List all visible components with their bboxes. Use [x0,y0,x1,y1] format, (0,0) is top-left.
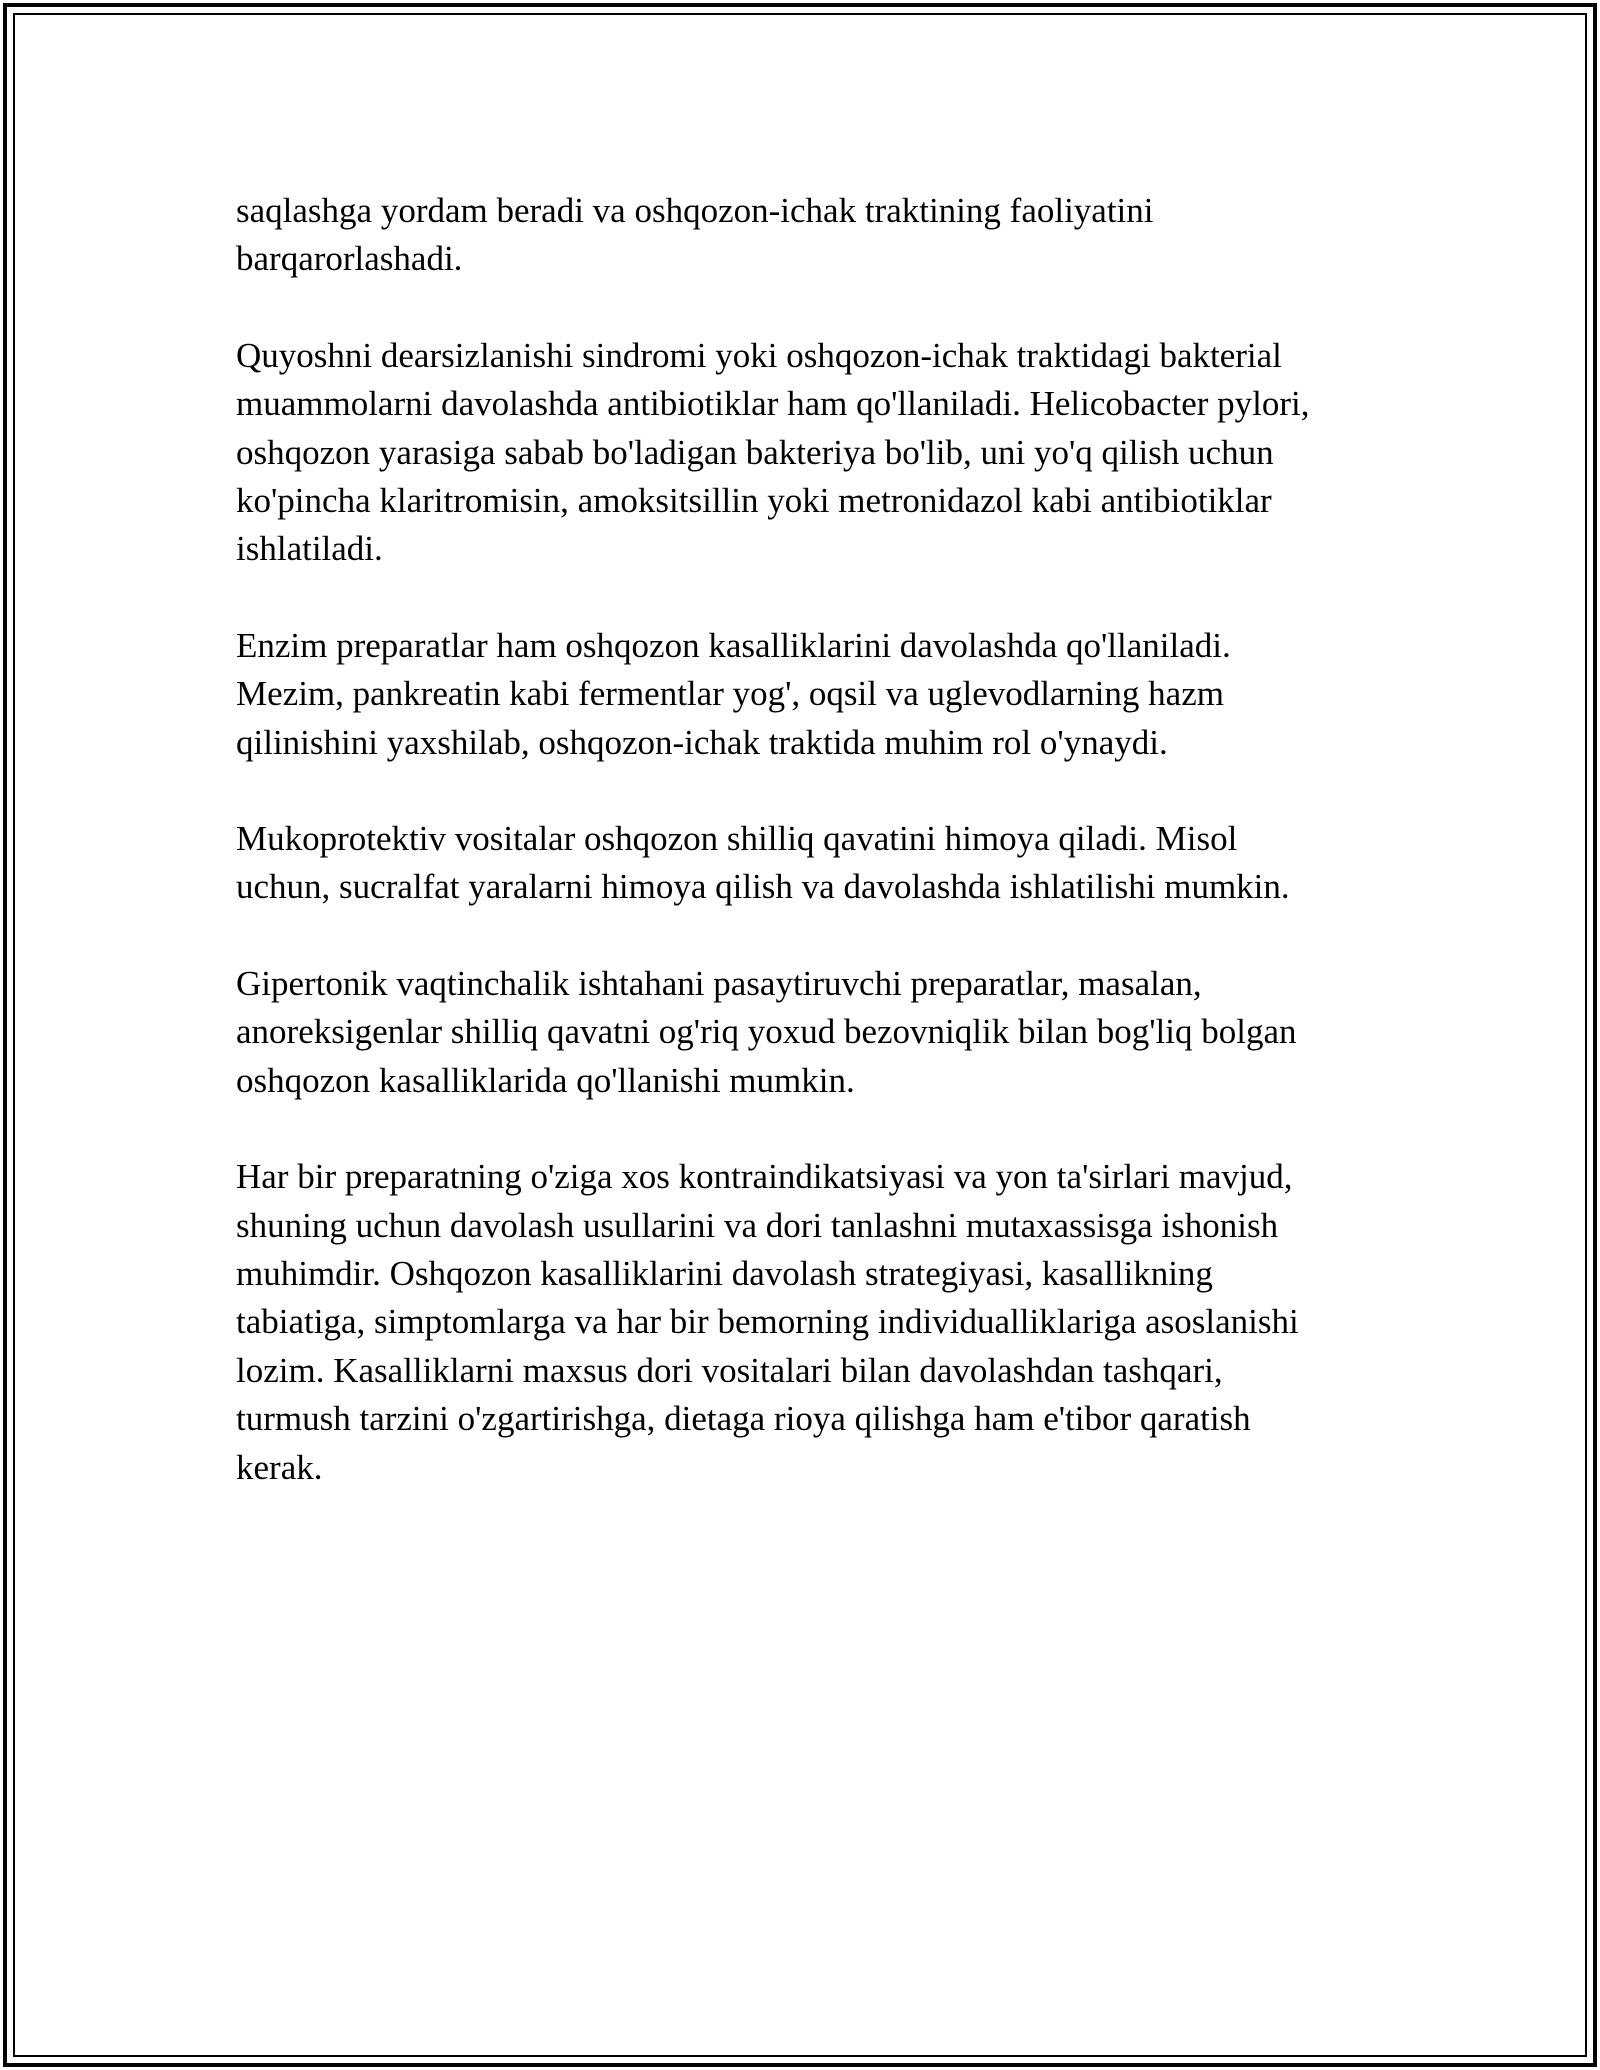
paragraph: Mukoprotektiv vositalar oshqozon shilliq qavatini himoya qiladi. Misol uchun, sucralfat yaralarni himoya qilish va davolashda ishlatilishi mumkin. [236,819,1290,907]
paragraph: Gipertonik vaqtinchalik ishtahani pasaytiruvchi preparatlar, masalan, anoreksigenlar shilliq qavatni og'riq yoxud bezovniqlik bilan bog'liq bolgan oshqozon kasalliklarida qo'llanishi mumkin. [236,963,1297,1100]
paragraph: Har bir preparatning o'ziga xos kontraindikatsiyasi va yon ta'sirlari mavjud, shuning uchun davolash usullarini va dori tanlashni mutaxassisga ishonish muhimdir. Oshqozon kasalliklarini davolash strategiyasi, kasallikning tabiatiga, simptomlarga va har bir bemorning individualliklariga asoslanishi lozim. Kasalliklarni maxsus dori vositalari bilan davolashdan tashqari, turmush tarzini o'zgartirishga, dietaga rioya qilishga ham e'tibor qaratish kerak. [236,1157,1299,1487]
paragraph: saqlashga yordam beradi va oshqozon-ichak traktining faoliyatini barqarorlashadi. [236,191,1154,279]
document-body [236,187,1396,1540]
paragraph: Quyoshni dearsizlanishi sindromi yoki oshqozon-ichak traktidagi bakterial muammolarni davolashda antibiotiklar ham qo'llaniladi. Helicobacter pylori, oshqozon yarasiga sabab bo'ladigan bakteriya bo'lib, uni yo'q qilish uchun ko'pincha klaritromisin, amoksitsillin yoki metronidazol kabi antibiotiklar ishlatiladi. [236,335,1310,569]
paragraph: Enzim preparatlar ham oshqozon kasalliklarini davolashda qo'llaniladi. Mezim, pankreatin kabi fermentlar yog', oqsil va uglevodlarning hazm qilinishini yaxshilab, oshqozon-ichak traktida muhim rol o'ynaydi. [236,625,1231,762]
